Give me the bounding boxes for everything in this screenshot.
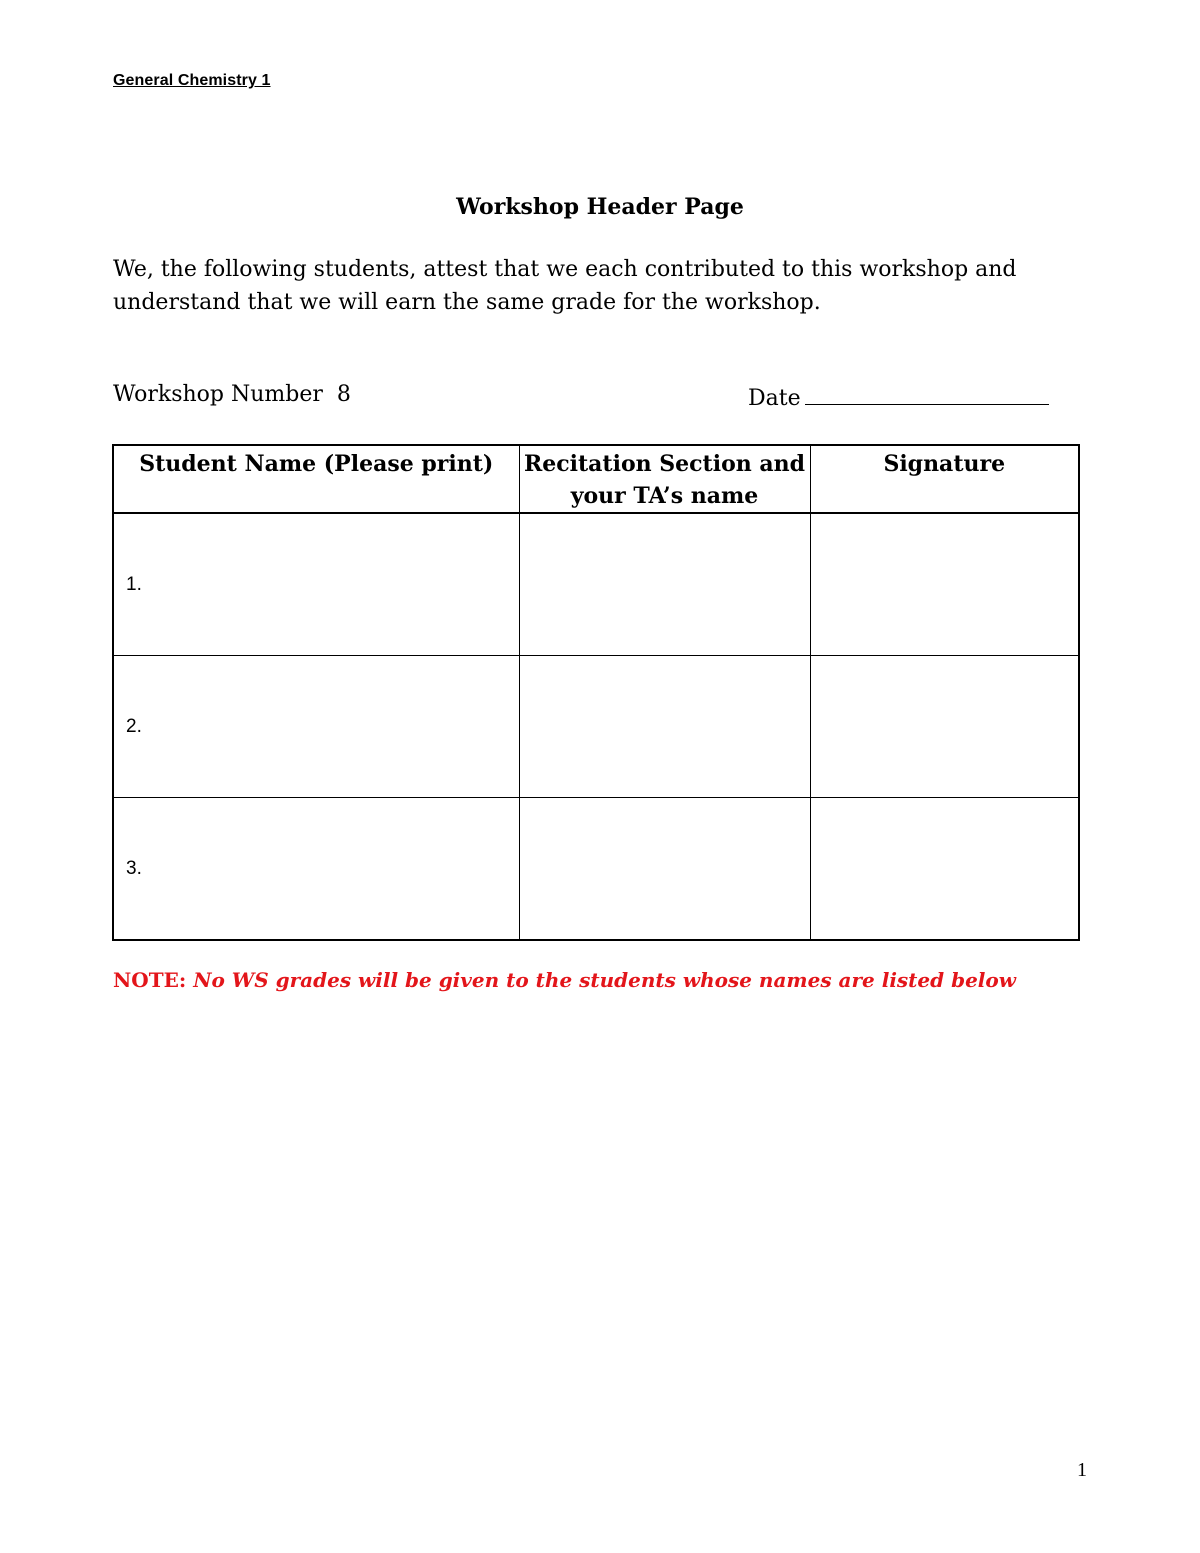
note xyxy=(113,968,1016,992)
recitation-section-cell[interactable] xyxy=(519,798,810,941)
column-header-student-name: Student Name (Please print) xyxy=(113,445,519,513)
student-roster-table xyxy=(112,444,1080,941)
note-text: No WS grades will be given to the students whose names are listed below xyxy=(193,968,1016,992)
workshop-number-label: Workshop Number xyxy=(113,382,323,407)
note-label: NOTE: xyxy=(113,968,187,992)
signature-cell[interactable] xyxy=(810,798,1079,941)
row-number: 2. xyxy=(126,715,142,737)
page-title: Workshop Header Page xyxy=(456,194,744,220)
student-name-cell[interactable] xyxy=(113,798,519,941)
table-row xyxy=(113,798,1079,941)
date-field xyxy=(748,382,1049,411)
table-row xyxy=(113,513,1079,656)
workshop-number-field xyxy=(113,382,351,407)
student-name-cell[interactable] xyxy=(113,513,519,656)
date-blank-line[interactable] xyxy=(805,382,1049,405)
table-header-row xyxy=(113,445,1079,513)
student-name-cell[interactable] xyxy=(113,656,519,798)
signature-cell[interactable] xyxy=(810,656,1079,798)
recitation-section-cell[interactable] xyxy=(519,513,810,656)
page-number: 1 xyxy=(1077,1459,1087,1481)
recitation-section-cell[interactable] xyxy=(519,656,810,798)
row-number: 1. xyxy=(126,573,142,595)
date-label: Date xyxy=(748,386,801,411)
column-header-recitation-section: Recitation Section and your TA’s name xyxy=(519,445,810,513)
workshop-number-value: 8 xyxy=(336,382,351,407)
column-header-signature: Signature xyxy=(810,445,1079,513)
course-header: General Chemistry 1 xyxy=(113,72,271,89)
attestation-text: We, the following students, attest that we each contributed to this workshop and understand that we will earn the same grade for the workshop. xyxy=(113,257,1017,315)
table-row xyxy=(113,656,1079,798)
signature-cell[interactable] xyxy=(810,513,1079,656)
row-number: 3. xyxy=(126,857,142,879)
